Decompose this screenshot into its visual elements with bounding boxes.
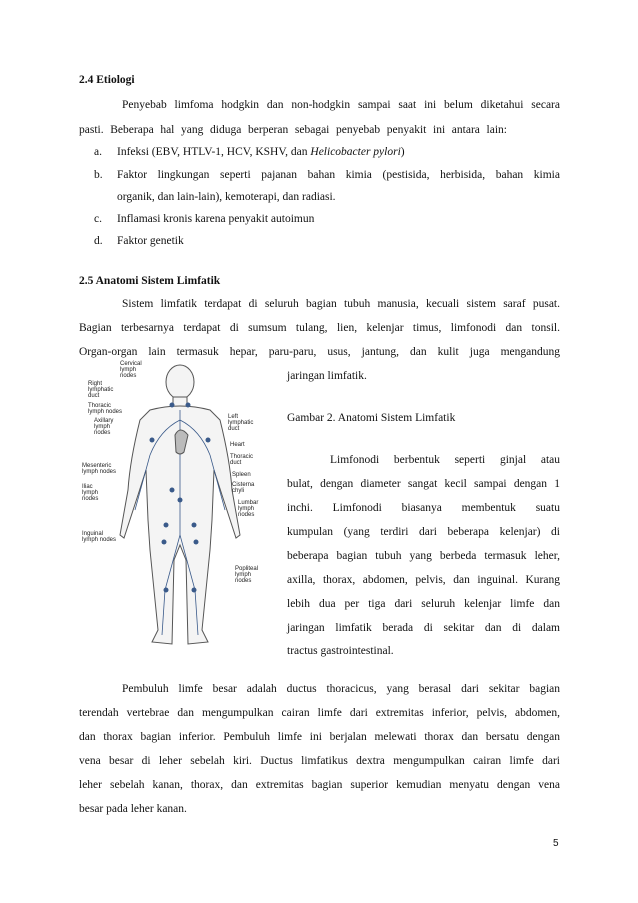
figure-label: duct (230, 460, 242, 466)
paragraph-line: Limfonodi berbentuk seperti ginjal atau (330, 454, 560, 466)
figure-label: lymph (82, 490, 99, 496)
paragraph-line: Sistem limfatik terdapat di seluruh bagian tubuh manusia, kecuali sistem saraf pusat. (122, 298, 560, 310)
figure-label: lymph (94, 424, 111, 430)
figure-label: lymph nodes (88, 409, 123, 415)
figure-label: nodes (94, 430, 111, 436)
paragraph-line: besar pada leher kanan. (79, 803, 187, 815)
figure-label: lymph (120, 367, 137, 373)
figure-label: Iliac (82, 484, 93, 490)
figure-label: chyli (232, 488, 245, 494)
paragraph-line: terendah vertebrae dan mengumpulkan cairan limfe dari extremitas inferior, pelvis, abdomen, (79, 707, 560, 719)
figure-label: Axillary (94, 418, 114, 424)
list-marker: c. (94, 213, 102, 225)
paragraph-line: jaringan limfatik. (287, 370, 367, 382)
list-item-b: Faktor lingkungan seperti pajanan bahan kimia (pestisida, herbisida, bahan kimia (117, 169, 560, 181)
figure-label: duct (88, 393, 100, 399)
figure-label: Mesenteric (82, 463, 112, 469)
paragraph-line: Penyebab limfoma hodgkin dan non-hodgkin sampai saat ini belum diketahui secara (122, 99, 560, 111)
paragraph-line: Bagian terbesarnya terdapat di sumsum tulang, lien, kelenjar timus, limfonodi dan tonsil. (79, 322, 560, 334)
list-marker: b. (94, 169, 103, 181)
paragraph-line: beberapa bagian tubuh yang berbeda termasuk leher, (287, 550, 560, 562)
paragraph-line: leher sebelah kanan, thorax, dan extremitas bagian superior kemudian menyatu dengan vena (79, 779, 560, 791)
paragraph-line: bulat, dengan diameter sangat kecil sampai dengan 1 (287, 478, 560, 490)
figure-label: lymph (238, 506, 255, 512)
list-item-d: Faktor genetik (117, 235, 184, 247)
page-number: 5 (553, 838, 559, 849)
figure-caption: Gambar 2. Anatomi Sistem Limfatik (287, 412, 456, 424)
figure-label: Cisterna (232, 482, 255, 488)
paragraph-line: jaringan limfatik berada di sekitar dan di dalam (287, 622, 560, 634)
list-item-c: Inflamasi kronis karena penyakit autoimun (117, 213, 315, 225)
list-marker: a. (94, 146, 102, 158)
paragraph-line: tractus gastrointestinal. (287, 645, 394, 657)
list-item-b-cont: organik, dan lain-lain), kemoterapi, dan radiasi. (117, 191, 336, 203)
paragraph-line: Pembuluh limfe besar adalah ductus thoracicus, yang berasal dari sekitar bagian (122, 683, 560, 695)
figure-label: Left (228, 414, 239, 420)
figure-label: Right (88, 381, 103, 387)
list-marker: d. (94, 235, 103, 247)
figure-label: nodes (235, 578, 252, 584)
paragraph-line: axilla, thorax, abdomen, pelvis, dan inguinal. Kurang (287, 574, 560, 586)
figure-label: Popliteal (235, 566, 259, 572)
paragraph-line: pasti. Beberapa hal yang diduga berperan sebagai penyebab penyakit ini antara lain: (79, 124, 507, 136)
figure-label: lymphatic (228, 420, 254, 426)
figure-label: lymph (235, 572, 252, 578)
figure-label: lymph nodes (82, 537, 117, 543)
section-heading-2-4: 2.4 Etiologi (79, 74, 135, 86)
paragraph-line: Organ-organ lain termasuk hepar, paru-paru, usus, jantung, dan kulit juga mengandung (79, 346, 560, 358)
figure-label: lymphatic (88, 387, 114, 393)
figure-label: nodes (238, 512, 255, 518)
paragraph-line: inchi. Limfonodi biasanya membentuk suatu (287, 502, 560, 514)
list-item-a: Infeksi (EBV, HTLV-1, HCV, KSHV, dan Helicobacter pylori) (117, 146, 405, 158)
figure-label: nodes (120, 373, 137, 379)
paragraph-line: lebih dua per tiga dari seluruh kelenjar limfe dan (287, 598, 560, 610)
figure-label: Thoracic (230, 454, 254, 460)
paragraph-line: dan thorax bagian inferior. Pembuluh limfe ini berjalan melewati thorax dan bersatu dengan (79, 731, 560, 743)
lymphatic-system-figure (80, 360, 285, 650)
figure-label: Cervical (120, 361, 142, 367)
paragraph-line: kumpulan (yang terdiri dari beberapa kelenjar) di (287, 526, 560, 538)
section-heading-2-5: 2.5 Anatomi Sistem Limfatik (79, 275, 221, 287)
figure-label: Thoracic (88, 403, 112, 409)
figure-label: Heart (230, 442, 245, 448)
paragraph-line: vena besar di leher sebelah kiri. Ductus limfatikus dextra mengumpulkan cairan limfe dari (79, 755, 560, 767)
figure-label: Lumbar (238, 500, 259, 506)
figure-label: Spleen (232, 472, 251, 478)
figure-label: duct (228, 426, 240, 432)
figure-label: nodes (82, 496, 99, 502)
figure-label: lymph nodes (82, 469, 117, 475)
figure-label: Inguinal (82, 531, 104, 537)
